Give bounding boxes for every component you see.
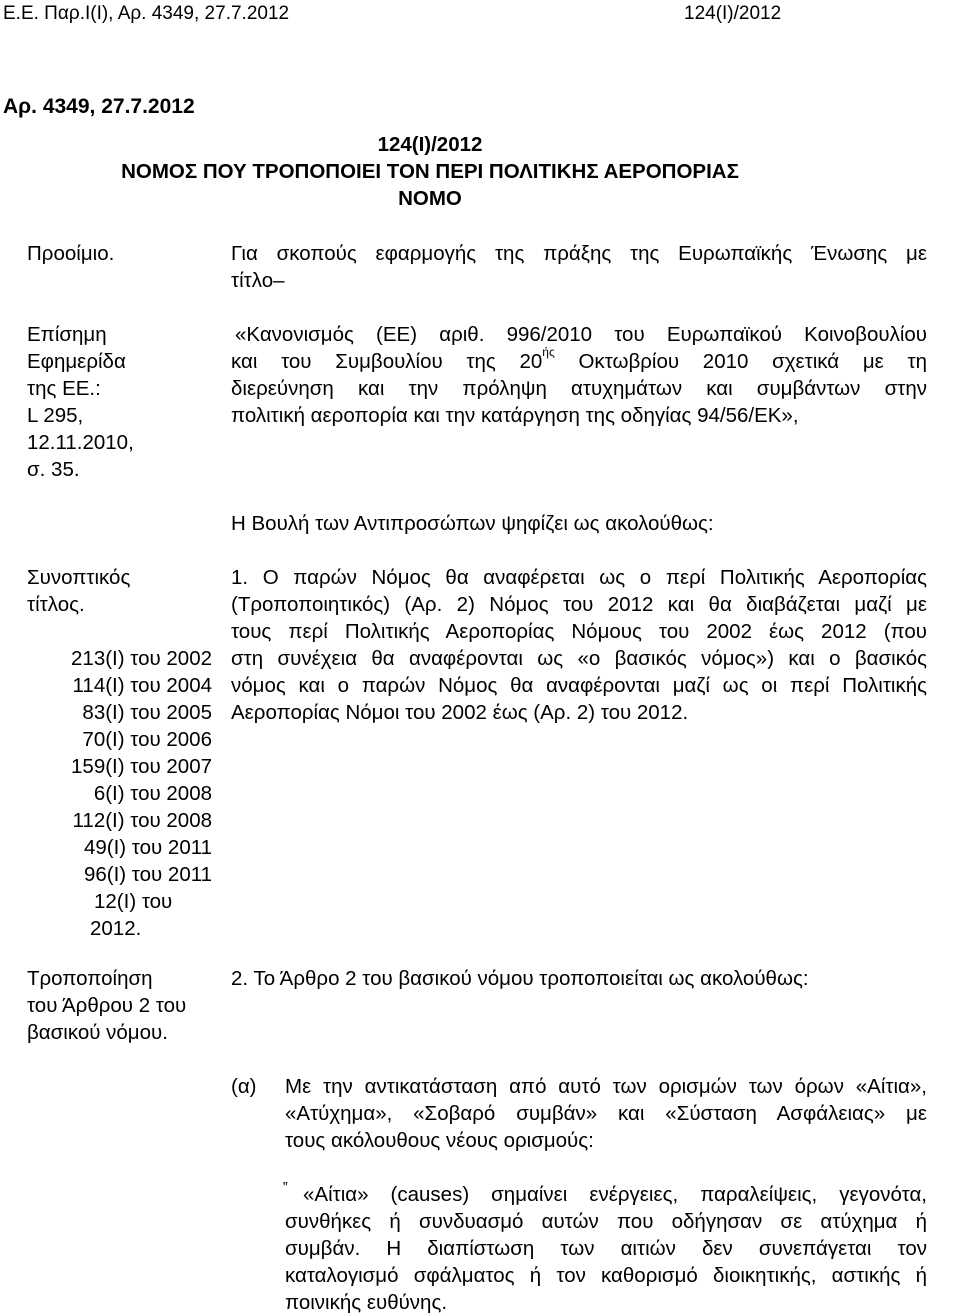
definition-line: συμβάν. Η διαπίστωση των αιτιών δεν συνεπάγεται τον	[285, 1237, 927, 1260]
opening-quote-mark: ‟	[283, 1179, 288, 1196]
regulation-line: πολιτική αεροπορία και την κατάργηση της οδηγίας 94/56/ΕΚ»,	[231, 404, 799, 427]
law-ref: 213(Ι) του 2002	[71, 647, 212, 670]
law-ref: 159(Ι) του 2007	[71, 755, 212, 778]
gazette-line: Εφημερίδα	[27, 350, 126, 373]
law-ref: 2012.	[90, 917, 142, 940]
law-ref: 112(Ι) του 2008	[72, 809, 212, 832]
para-a-line: Με την αντικατάσταση από αυτό των ορισμών των όρων «Αίτια»,	[285, 1075, 927, 1098]
para-a-line: τους ακόλουθους νέους ορισμούς:	[285, 1129, 594, 1152]
regulation-line-part: Οκτωβρίου 2010 σχετικά με τη	[578, 350, 927, 373]
margin-amendment	[27, 965, 186, 1046]
margin-gazette	[27, 321, 134, 483]
law-ref: 83(Ι) του 2005	[82, 701, 212, 724]
section-1-line: (Τροποποιητικός) (Αρ. 2) Νόμος του 2012 και θα διαβάζεται μαζί με	[231, 593, 927, 616]
regulation-line: διερεύνηση και την πρόληψη ατυχημάτων και συμβάντων στην	[231, 377, 927, 400]
section-1	[231, 564, 927, 726]
gazette-line: 12.11.2010,	[27, 431, 134, 454]
running-header-right: 124(Ι)/2012	[684, 3, 782, 24]
amendment-line: του Άρθρου 2 του	[27, 994, 187, 1017]
section-1-line: στη συνέχεια θα αναφέρονται ως «ο βασικός νόμος») και ο βασικός	[231, 647, 927, 670]
margin-preamble: Προοίμιο.	[27, 242, 115, 265]
regulation-line: «Κανονισμός (ΕΕ) αριθ. 996/2010 του Ευρωπαϊκού Κοινοβουλίου	[235, 323, 927, 346]
issue-title: Αρ. 4349, 27.7.2012	[3, 95, 195, 118]
section-1-line: τους περί Πολιτικής Αεροπορίας Νόμους του 2002 έως 2012 (που	[231, 620, 927, 643]
law-ref: 49(Ι) του 2011	[83, 836, 212, 859]
law-title-line2: ΝΟΜΟ	[398, 187, 462, 210]
section-2: 2. Το Άρθρο 2 του βασικού νόμου τροποποιείται ως ακολούθως:	[231, 967, 809, 990]
definition-line: «Αίτια» (causes) σημαίνει ενέργειες, παραλείψεις, γεγονότα,	[303, 1183, 927, 1206]
definition-text	[285, 1181, 927, 1316]
gazette-line: της ΕΕ.:	[27, 377, 101, 400]
gazette-line: Επίσημη	[27, 323, 107, 346]
regulation-title	[231, 321, 927, 429]
preamble-line: Για σκοπούς εφαρμογής της πράξης της Ευρωπαϊκής Ένωσης με	[231, 242, 927, 265]
section-1-line: Αεροπορίας Νόμοι του 2002 έως (Αρ. 2) του 2012.	[231, 701, 689, 724]
law-ref: 70(Ι) του 2006	[82, 728, 212, 751]
preamble-text	[231, 240, 927, 294]
margin-short-title	[27, 564, 130, 618]
law-ref: 96(Ι) του 2011	[83, 863, 212, 886]
gazette-line: L 295,	[27, 404, 84, 427]
law-number: 124(I)/2012	[377, 133, 483, 156]
ordinal-superscript: ής	[542, 345, 555, 360]
definition-line: καταλογισμό σφάλματος ή τον καθορισμό διοικητικής, αστικής ή	[285, 1264, 927, 1287]
definition-line: συνθήκες ή συνδυασμό αυτών που οδήγησαν σε ατύχημα ή	[285, 1210, 927, 1233]
section-1-line: νόμος και ο παρών Νόμος θα αναφέρονται μαζί ως οι περί Πολιτικής	[231, 674, 927, 697]
short-title-line: τίτλος.	[27, 593, 85, 616]
regulation-line-part: και του Συμβουλίου της 20	[231, 350, 543, 373]
law-ref: 114(Ι) του 2004	[72, 674, 212, 697]
regulation-line	[231, 345, 927, 375]
section-1-line: 1. Ο παρών Νόμος θα αναφέρεται ως ο περί Πολιτικής Αεροπορίας	[231, 566, 927, 589]
gazette-line: σ. 35.	[27, 458, 80, 481]
margin-laws-tail	[90, 888, 173, 942]
preamble-line: τίτλο–	[231, 269, 285, 292]
short-title-line: Συνοπτικός	[27, 566, 131, 589]
amendment-line: βασικού νόμου.	[27, 1021, 168, 1044]
margin-laws-list	[20, 645, 212, 888]
law-ref: 6(Ι) του 2008	[93, 782, 212, 805]
enacting-formula: Η Βουλή των Αντιπροσώπων ψηφίζει ως ακολούθως:	[231, 512, 714, 535]
law-title-line1: ΝΟΜΟΣ ΠΟΥ ΤΡΟΠΟΠΟΙΕΙ ΤΟΝ ΠΕΡΙ ΠΟΛΙΤΙΚΗΣ ΑΕΡΟΠΟΡΙΑΣ	[121, 160, 739, 183]
para-a-text	[285, 1073, 927, 1154]
law-ref: 12(Ι) του	[94, 890, 173, 913]
amendment-line: Τροποποίηση	[27, 967, 153, 990]
para-a-label: (α)	[231, 1075, 257, 1098]
para-a-line: «Ατύχημα», «Σοβαρό συμβάν» και «Σύσταση Ασφάλειας» με	[285, 1102, 927, 1125]
running-header-left: Ε.Ε. Παρ.Ι(Ι), Αρ. 4349, 27.7.2012	[3, 3, 290, 24]
definition-line: ποινικής ευθύνης.	[285, 1291, 448, 1314]
